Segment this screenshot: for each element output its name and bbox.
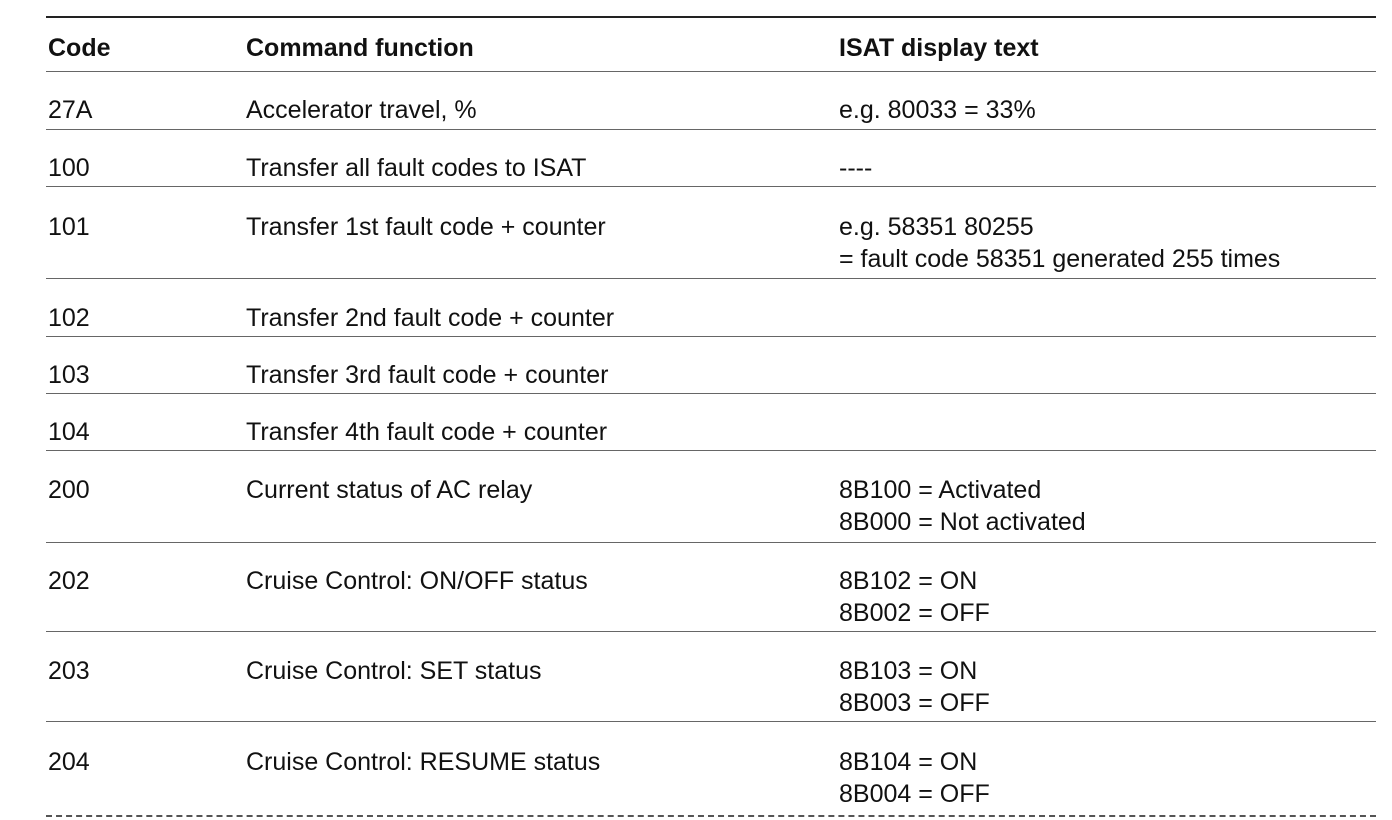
row-rule [46, 186, 1376, 187]
row-function: Transfer 3rd fault code + counter [246, 361, 609, 389]
row-rule [46, 450, 1376, 451]
row-display [839, 474, 1086, 538]
header-code: Code [48, 34, 111, 62]
row-rule [46, 129, 1376, 130]
row-display-line: = fault code 58351 generated 255 times [839, 245, 1281, 273]
row-display [839, 655, 990, 719]
header-command-function: Command function [246, 34, 474, 62]
row-code: 203 [48, 657, 90, 685]
row-display [839, 746, 990, 810]
row-code: 200 [48, 476, 90, 504]
row-function: Cruise Control: SET status [246, 657, 542, 685]
row-rule [46, 393, 1376, 394]
row-display-line: 8B003 = OFF [839, 689, 990, 717]
row-function: Transfer 1st fault code + counter [246, 213, 606, 241]
row-rule [46, 721, 1376, 722]
top-rule [46, 16, 1376, 18]
row-code: 204 [48, 748, 90, 776]
row-rule [46, 278, 1376, 279]
row-display [839, 152, 872, 184]
row-display-line: 8B104 = ON [839, 748, 978, 776]
row-display-line: e.g. 58351 80255 [839, 213, 1034, 241]
row-code: 102 [48, 304, 90, 332]
row-display-line: ---- [839, 154, 873, 182]
header-isat-display-text: ISAT display text [839, 34, 1039, 62]
row-rule [46, 631, 1376, 632]
row-code: 202 [48, 567, 90, 595]
row-function: Accelerator travel, % [246, 96, 477, 124]
header-rule [46, 71, 1376, 72]
row-rule [46, 336, 1376, 337]
row-function: Cruise Control: ON/OFF status [246, 567, 588, 595]
row-display-line: 8B000 = Not activated [839, 508, 1086, 536]
row-code: 104 [48, 418, 90, 446]
row-function: Transfer 2nd fault code + counter [246, 304, 615, 332]
row-display-line: 8B102 = ON [839, 567, 978, 595]
row-code: 101 [48, 213, 90, 241]
row-function: Current status of AC relay [246, 476, 533, 504]
row-function: Transfer 4th fault code + counter [246, 418, 608, 446]
row-display-line: e.g. 80033 = 33% [839, 96, 1036, 124]
table-header [0, 32, 1392, 72]
row-rule [46, 542, 1376, 543]
row-display-line: 8B002 = OFF [839, 599, 990, 627]
row-display [839, 565, 990, 629]
row-function: Cruise Control: RESUME status [246, 748, 601, 776]
row-display [839, 211, 1280, 275]
row-display [839, 94, 1036, 126]
row-display-line: 8B100 = Activated [839, 476, 1042, 504]
row-code: 27A [48, 96, 93, 124]
row-code: 103 [48, 361, 90, 389]
row-display-line: 8B103 = ON [839, 657, 978, 685]
row-display-line: 8B004 = OFF [839, 780, 990, 808]
row-code: 100 [48, 154, 90, 182]
bottom-rule [46, 815, 1376, 817]
row-function: Transfer all fault codes to ISAT [246, 154, 587, 182]
